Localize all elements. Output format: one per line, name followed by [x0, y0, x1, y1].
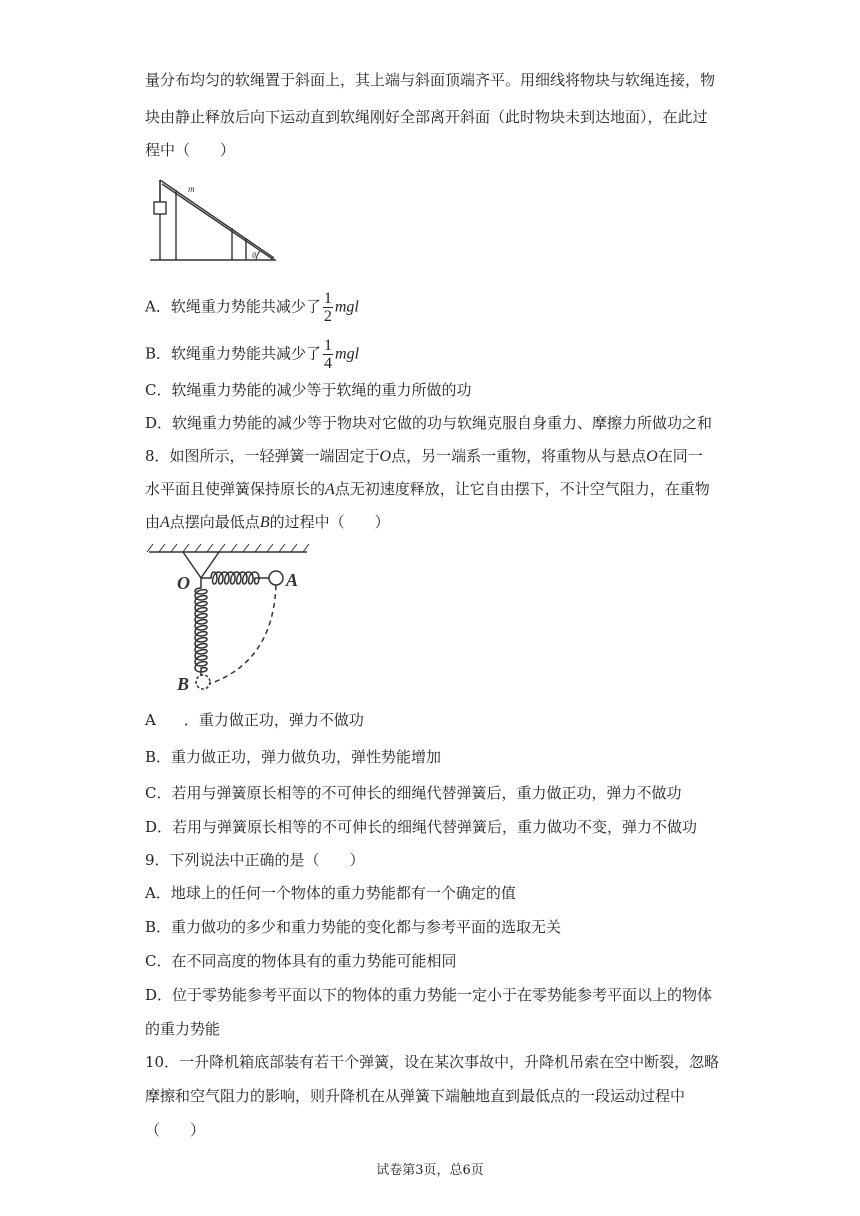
q8-point-b: B [259, 514, 270, 531]
q7-option-a-variable: mgl [334, 298, 359, 316]
q8-stem-line-3 [145, 512, 390, 533]
q8-point-a: A [325, 481, 335, 498]
q8-figure-label-a: A [286, 570, 299, 590]
q8-figure-label-b: B [177, 674, 190, 694]
q8-option-d: D．若用与弹簧原长相等的不可伸长的细绳代替弹簧后，重力做功不变，弹力不做功 [145, 818, 698, 836]
q8-point-o: O [379, 448, 392, 465]
q8-figure-label-o: O [177, 573, 190, 593]
q9-option-d-line-1: D．位于零势能参考平面以下的物体的重力势能一定小于在零势能参考平面以上的物体 [145, 986, 713, 1004]
q8-spring-figure [145, 544, 315, 694]
q7-option-a-text: A．软绳重力势能共减少了 [145, 297, 321, 316]
q8-option-a-letter: A [145, 711, 156, 729]
q10-stem-line-2: 摩擦和空气阻力的影响，则升降机在从弹簧下端触地直到最低点的一段运动过程中 [145, 1087, 686, 1105]
q7-mass-label: m [188, 184, 195, 194]
q8-stem-text: 点，另一端系一重物，将重物从与悬点 [391, 447, 647, 465]
fraction-denominator: 2 [323, 308, 332, 325]
q9-stem: 9．下列说法中正确的是（ ） [145, 851, 365, 869]
q8-point-o: O [646, 448, 658, 465]
q10-stem-line-1: 10．一升降机箱底部装有若干个弹簧，设在某次事故中，升降机吊索在空中断裂，忽略 [145, 1053, 720, 1071]
q9-option-a: A．地球上的任何一个物体的重力势能都有一个确定的值 [145, 884, 516, 902]
q8-option-c: C．若用与弹簧原长相等的不可伸长的细绳代替弹簧后，重力做正功，弹力不做功 [145, 784, 682, 802]
q8-stem-text: 水平面且使弹簧保持原长的 [145, 480, 326, 498]
q7-option-b [145, 337, 359, 372]
q8-stem-text: 在同一 [657, 447, 703, 465]
q7-option-c: C．软绳重力势能的减少等于软绳的重力所做的功 [145, 381, 472, 399]
fraction-numerator: 1 [324, 337, 333, 354]
q8-stem-text: 由 [145, 513, 161, 531]
q7-intro-line-1: 量分布均匀的软绳置于斜面上，其上端与斜面顶端齐平。用细线将物块与软绳连接，物 [145, 71, 716, 89]
q7-option-b-variable: mgl [335, 345, 360, 363]
q8-option-b: B．重力做正功，弹力做负功，弹性势能增加 [145, 748, 442, 766]
q9-option-c: C．在不同高度的物体具有的重力势能可能相同 [145, 952, 457, 970]
q7-option-a-fraction [323, 290, 333, 325]
q8-stem-line-2 [145, 479, 710, 500]
q9-option-b: B．重力做功的多少和重力势能的变化都与参考平面的选取无关 [145, 918, 562, 936]
q7-option-d: D．软绳重力势能的减少等于物块对它做的功与软绳克服自身重力、摩擦力所做功之和 [145, 414, 713, 432]
q8-option-a [145, 710, 364, 730]
q8-stem-line-1 [145, 446, 703, 467]
q10-stem-line-3: （ ） [145, 1121, 206, 1139]
q7-intro-line-2: 块由静止释放后向下运动直到软绳刚好全部离开斜面（此时物块未到达地面），在此过 [145, 108, 708, 126]
q7-option-a [145, 290, 359, 325]
q8-stem-text: 点无初速度释放，让它自由摆下，不计空气阻力，在重物 [334, 480, 710, 498]
q8-point-a: A [160, 514, 170, 531]
q7-option-b-fraction [323, 337, 333, 372]
q7-intro-line-3: 程中（ ） [145, 141, 236, 159]
page-footer: 试卷第3页，总6页 [376, 1163, 484, 1178]
q7-option-b-text: B．软绳重力势能共减少了 [145, 344, 322, 363]
q8-stem-text: 8．如图所示，一轻弹簧一端固定于 [145, 447, 380, 465]
q8-stem-text: 的过程中（ ） [269, 513, 390, 531]
q9-option-d-line-2: 的重力势能 [145, 1020, 221, 1038]
q8-stem-text: 点摆向最低点 [169, 513, 260, 531]
fraction-numerator: 1 [323, 290, 332, 307]
q7-angle-label: θ [252, 251, 256, 260]
q8-option-a-text: ．重力做正功，弹力不做功 [183, 711, 364, 729]
fraction-denominator: 4 [324, 355, 333, 372]
q7-incline-figure [148, 172, 278, 264]
